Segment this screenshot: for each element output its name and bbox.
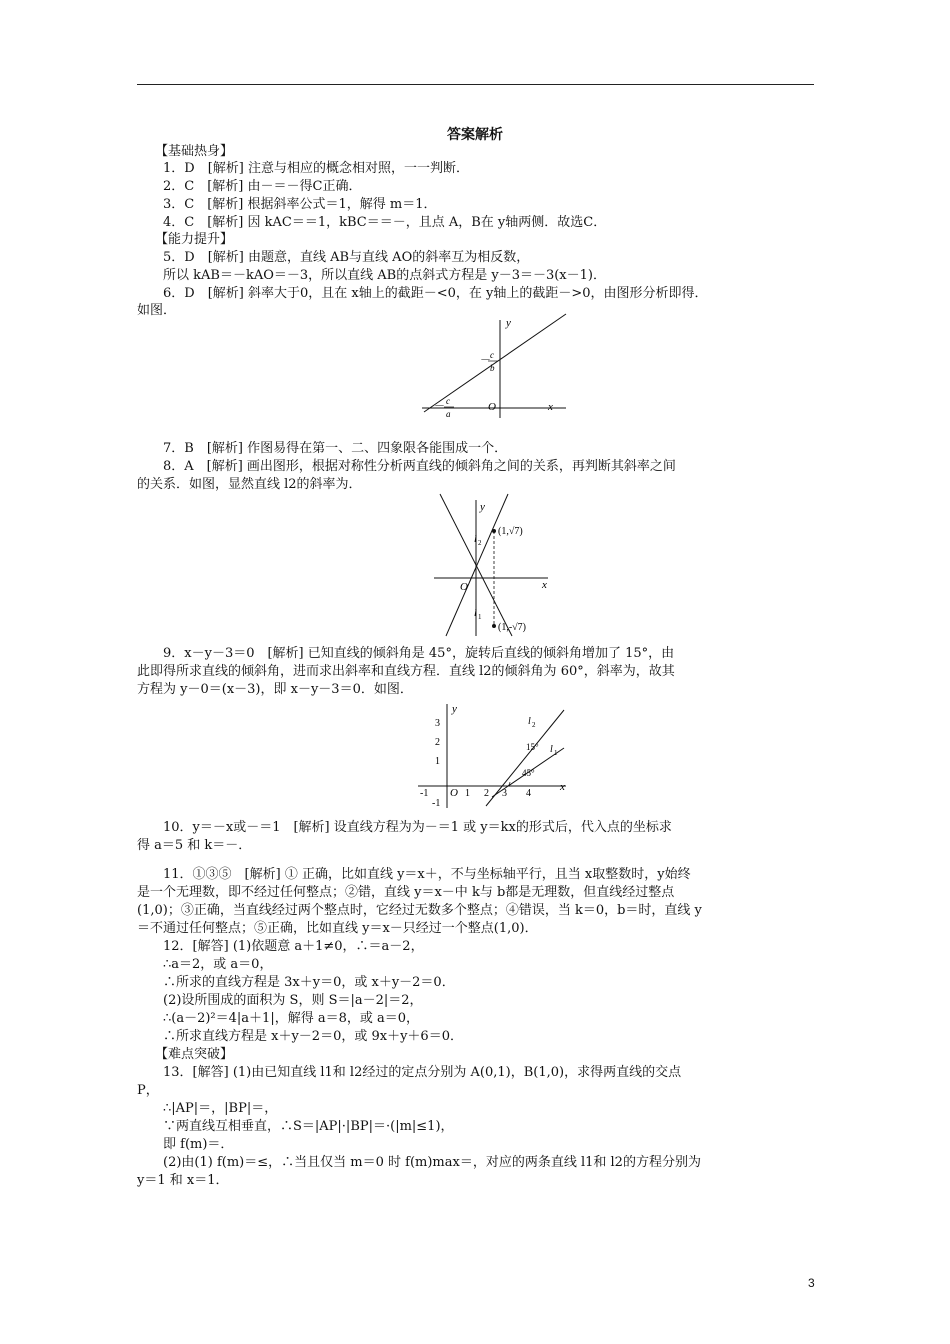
answer-12-d: (2)设所围成的面积为 S，则 S＝|a－2|＝2， [163, 993, 423, 1008]
fig3-l1-sub: 1 [554, 749, 558, 757]
answer-11: 11．①③⑤ [解析] ① 正确，比如直线 y＝x＋，不与坐标轴平行，且当 x取整数时，y始终 [163, 867, 691, 882]
answer-9-cont: 此即得所求直线的倾斜角，进而求出斜率和直线方程．直线 l2的倾斜角为 60°，斜率为，故其 [137, 664, 675, 679]
answer-11-cont: 是一个无理数，即不经过任何整点；②错，直线 y＝x－中 k与 b都是无理数，但直线经过整点 [137, 885, 675, 900]
answer-6-cont: 如图． [137, 303, 177, 318]
fig1-y-label: y [506, 317, 511, 329]
answer-13-d: ∵两直线互相垂直，∴S＝|AP|·|BP|＝·(|m|≤1)， [163, 1119, 454, 1134]
answer-6: 6．D [解析] 斜率大于0，且在 x轴上的截距－<0，在 y轴上的截距－>0，由图形分析即得． [163, 286, 708, 301]
fig3-xtick-neg1: -1 [420, 788, 429, 799]
fig2-point-bottom [492, 624, 496, 628]
answer-8: 8．A [解析] 画出图形，根据对称性分析两直线的倾斜角之间的关系，再判断其斜率之间 [163, 459, 676, 474]
fig2-x-label: x [542, 579, 547, 591]
answer-12-c: ∴所求的直线方程是 3x＋y＝0，或 x＋y－2＝0． [163, 975, 455, 990]
fig3-xtick-2: 2 [484, 788, 489, 799]
fig2-point-top-label: (1,√7) [498, 526, 523, 537]
fig3-origin: O [450, 787, 458, 799]
answer-12-f: ∴所求直线方程是 x＋y－2＝0，或 9x＋y＋6＝0． [163, 1029, 463, 1044]
fig3-l2-line [486, 710, 564, 806]
answer-12: 12．[解答] (1)依题意 a＋1≠0，∴＝a－2， [163, 939, 424, 954]
answer-10-cont: 得 a＝5 和 k＝－． [137, 838, 252, 853]
answer-1: 1．D [解析] 注意与相应的概念相对照，一一判断． [163, 161, 469, 176]
answer-5: 5．D [解析] 由题意，直线 AB与直线 AO的斜率互为相反数， [163, 250, 530, 265]
answer-12-e: ∴(a－2)²＝4|a＋1|，解得 a＝8，或 a＝0， [163, 1011, 420, 1026]
fig2-origin: O [460, 581, 468, 593]
fig3-ytick-3: 3 [435, 718, 440, 729]
page-number: 3 [808, 1276, 815, 1290]
fig3-ytick-1: 1 [435, 756, 440, 767]
answer-9-cont2: 方程为 y－0＝(x－3)，即 x－y－3＝0．如图． [137, 682, 413, 697]
answer-13: 13．[解答] (1)由已知直线 l1和 l2经过的定点分别为 A(0,1)，B(1,0)，求得两直线的交点 [163, 1065, 682, 1080]
fig1-yint-minus: － [480, 354, 491, 366]
answer-11-cont3: ＝不通过任何整点；⑤正确，比如直线 y＝x－只经过一个整点(1,0)． [137, 921, 538, 936]
page-title: 答案解析 [447, 127, 503, 143]
answer-4: 4．C [解析] 因 kAC＝＝1，kBC＝＝－，且点 A，B在 y轴两侧．故选C． [163, 215, 607, 230]
fig3-angle-45: 45° [522, 768, 535, 778]
answer-5-cont: 所以 kAB＝－kAO＝－3，所以直线 AB的点斜式方程是 y－3＝－3(x－1)． [163, 268, 606, 283]
answer-2: 2．C [解析] 由－＝－得C正确． [163, 179, 362, 194]
fig3-l2-sub: 2 [532, 721, 536, 729]
figure-3 [414, 696, 574, 816]
header-rule [137, 84, 814, 85]
fig3-x-label: x [560, 781, 565, 793]
fig2-l2-line [446, 494, 508, 636]
answer-12-b: ∴a＝2，或 a＝0， [163, 957, 273, 972]
answer-13-b: P， [137, 1083, 159, 1098]
fig3-l1-label: l [550, 744, 553, 755]
answer-3: 3．C [解析] 根据斜率公式＝1，解得 m＝1． [163, 197, 437, 212]
fig3-l2-label: l [528, 716, 531, 727]
fig3-angle-15: 15° [526, 742, 539, 752]
fig1-xint-num: c [446, 396, 450, 406]
figure-1 [416, 312, 576, 422]
section-basic: 【基础热身】 [155, 144, 234, 159]
answer-9: 9．x－y－3＝0 [解析] 已知直线的倾斜角是 45°，旋转后直线的倾斜角增加了 15°，由 [163, 646, 675, 661]
fig2-l2-sub: 2 [478, 539, 482, 547]
section-hard: 【难点突破】 [155, 1047, 234, 1062]
fig1-origin: O [488, 401, 496, 413]
fig3-xtick-4: 4 [526, 788, 531, 799]
answer-13-f: (2)由(1) f(m)＝≤，∴当且仅当 m＝0 时 f(m)max＝，对应的两条直线 l1和 l2的方程分别为 [163, 1155, 701, 1170]
fig3-ytick-neg1: -1 [432, 798, 441, 809]
fig2-point-top [492, 529, 496, 533]
answer-13-e: 即 f(m)＝． [163, 1137, 234, 1152]
figure-2 [430, 490, 560, 640]
answer-13-g: y＝1 和 x＝1． [137, 1173, 229, 1188]
answer-13-c: ∴|AP|＝，|BP|＝， [163, 1101, 278, 1116]
fig1-yint-num: c [490, 350, 494, 360]
fig3-ytick-2: 2 [435, 737, 440, 748]
fig3-xtick-3: 3 [502, 788, 507, 799]
fig1-xint-minus: － [434, 400, 445, 412]
fig1-x-label: x [548, 401, 553, 413]
answer-8-cont: 的关系．如图，显然直线 l2的斜率为． [137, 477, 362, 492]
fig2-l1-sub: 1 [478, 613, 482, 621]
fig1-xint-den: a [446, 409, 451, 419]
section-ability: 【能力提升】 [155, 232, 234, 247]
fig3-y-label: y [452, 703, 457, 715]
fig1-yint-den: b [490, 363, 495, 373]
answer-11-cont2: (1,0)；③正确，当直线经过两个整点时，它经过无数多个整点；④错误，当 k＝0，b＝时，直线 y [137, 903, 702, 918]
fig2-point-bottom-label: (1,-√7) [498, 622, 526, 633]
fig2-l2-label: l [474, 534, 477, 545]
answer-10: 10．y＝－x或－＝1 [解析] 设直线方程为为－＝1 或 y＝kx的形式后，代入点的坐标求 [163, 820, 672, 835]
fig2-y-label: y [480, 501, 485, 513]
answer-7: 7．B [解析] 作图易得在第一、二、四象限各能围成一个． [163, 441, 508, 456]
fig2-l1-label: l [474, 608, 477, 619]
fig3-xtick-1: 1 [465, 788, 470, 799]
